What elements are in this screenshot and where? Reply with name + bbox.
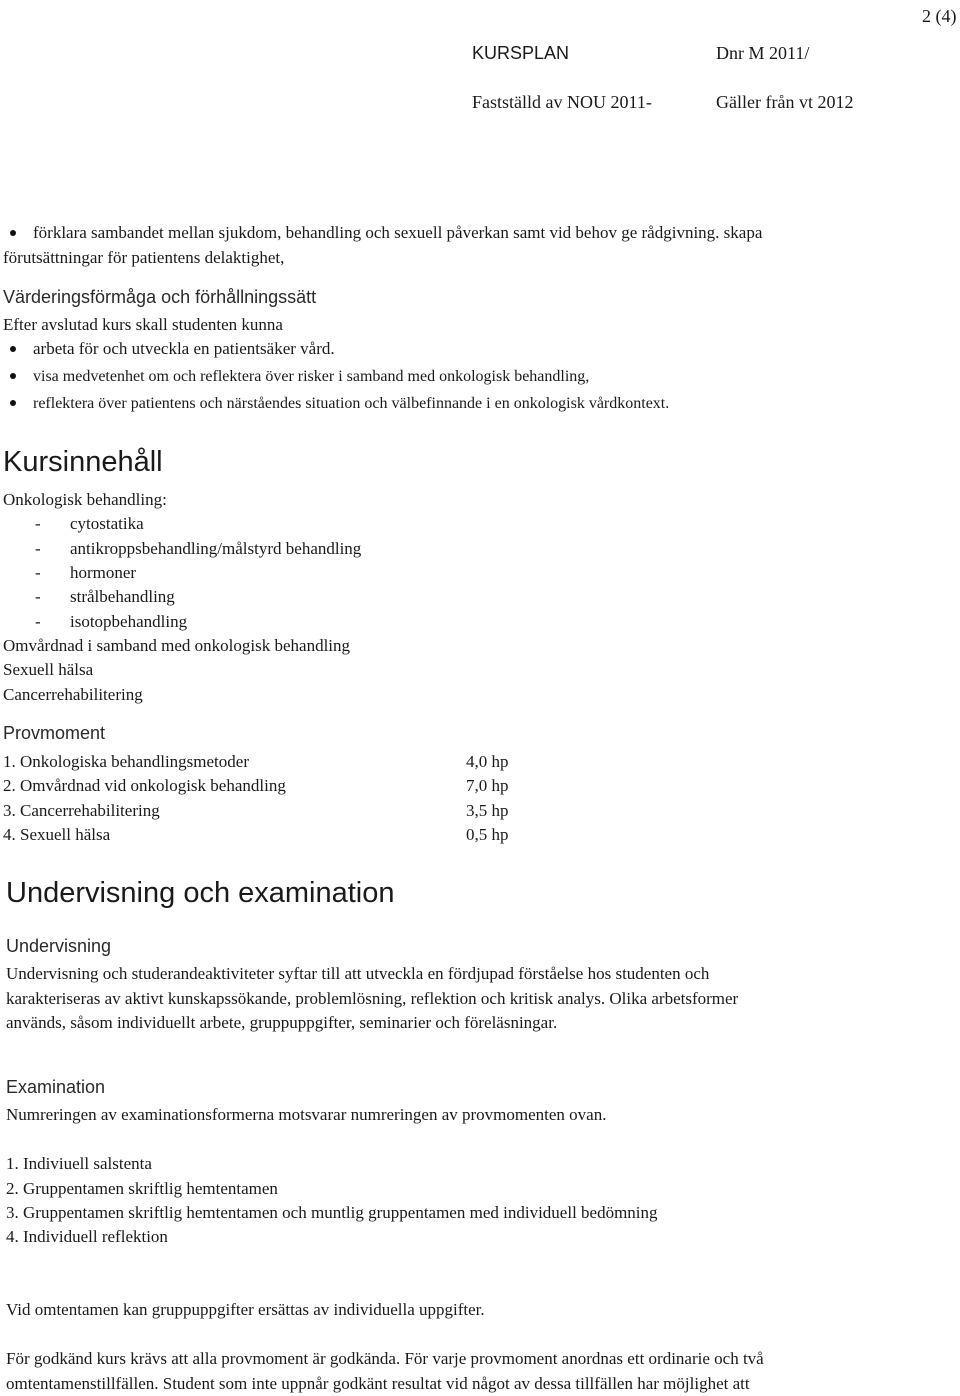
provmoment-name: 2. Omvårdnad vid onkologisk behandling (3, 776, 286, 795)
galler-label: Gäller från vt 2012 (716, 92, 854, 112)
godkand-line: omtentamenstillfällen. Student som inte uppnår godkänt resultat vid något av dessa tillfällen har möjlighet att (6, 1374, 750, 1393)
undervisning-examination-heading: Undervisning och examination (6, 877, 395, 909)
intro-item-line1: förklara sambandet mellan sjukdom, behandling och sexuell påverkan samt vid behov ge rådgivning. skapa (33, 223, 763, 242)
content-item: antikroppsbehandling/målstyrd behandling (70, 539, 362, 558)
dnr-label: Dnr M 2011/ (716, 43, 810, 63)
content-item: cytostatika (70, 514, 144, 533)
kursinnehall-heading: Kursinnehåll (3, 446, 163, 478)
undervisning-line: används, såsom individuellt arbete, gruppuppgifter, seminarier och föreläsningar. (6, 1013, 558, 1032)
bullet-icon (10, 230, 16, 236)
provmoment-name: 1. Onkologiska behandlingsmetoder (3, 752, 249, 771)
provmoment-hp: 4,0 hp (466, 752, 509, 771)
content-item: strålbehandling (70, 587, 175, 606)
varderings-item: reflektera över patientens och närståendes situation och välbefinnande i en onkologisk vårdkontext. (33, 395, 670, 412)
dash-icon: - (35, 514, 41, 533)
varderings-item: visa medvetenhet om och reflektera över risker i samband med onkologisk behandling, (33, 368, 590, 385)
provmoment-hp: 7,0 hp (466, 776, 509, 795)
dash-icon: - (35, 612, 41, 631)
examination-item: 3. Gruppentamen skriftlig hemtentamen och muntlig gruppentamen med individuell bedömning (6, 1203, 658, 1222)
provmoment-hp: 3,5 hp (466, 801, 509, 820)
provmoment-name: 3. Cancerrehabilitering (3, 801, 160, 820)
provmoment-hp: 0,5 hp (466, 825, 509, 844)
bullet-icon (10, 400, 16, 406)
provmoment-name: 4. Sexuell hälsa (3, 825, 111, 844)
bullet-icon (10, 346, 16, 352)
content-item: hormoner (70, 563, 137, 582)
intro-item-line2: förutsättningar för patientens delaktighet, (3, 248, 285, 267)
provmoment-heading: Provmoment (3, 723, 106, 743)
content-line: Cancerrehabilitering (3, 685, 143, 704)
kursplan-label: KURSPLAN (472, 43, 570, 63)
examination-intro: Numreringen av examinationsformerna motsvarar numreringen av provmomenten ovan. (6, 1105, 607, 1124)
faststalld-label: Fastställd av NOU 2011- (472, 92, 652, 112)
examination-item: 2. Gruppentamen skriftlig hemtentamen (6, 1179, 278, 1198)
undervisning-line: karakteriseras av aktivt kunskapssökande, problemlösning, reflektion och kritisk analys. Olika arbetsformer (6, 989, 739, 1008)
varderings-lead: Efter avslutad kurs skall studenten kunna (3, 315, 283, 334)
examination-item: 1. Indiviuell salstenta (6, 1154, 152, 1173)
varderings-heading: Värderingsförmåga och förhållningssätt (3, 287, 317, 307)
undervisning-heading: Undervisning (6, 936, 112, 956)
content-line: Sexuell hälsa (3, 660, 94, 679)
content-line: Omvårdnad i samband med onkologisk behandling (3, 636, 351, 655)
bullet-icon (10, 373, 16, 379)
dash-icon: - (35, 563, 41, 582)
examination-item: 4. Individuell reflektion (6, 1227, 168, 1246)
dash-icon: - (35, 539, 41, 558)
examination-heading: Examination (6, 1077, 106, 1097)
undervisning-line: Undervisning och studerandeaktiviteter syftar till att utveckla en fördjupad förståelse hos studenten och (6, 964, 710, 983)
page-number: 2 (4) (922, 6, 957, 26)
omtentamen-text: Vid omtentamen kan gruppuppgifter ersättas av individuella uppgifter. (6, 1300, 485, 1319)
dash-icon: - (35, 587, 41, 606)
onkologisk-label: Onkologisk behandling: (3, 490, 167, 509)
godkand-line: För godkänd kurs krävs att alla provmoment är godkända. För varje provmoment anordnas ett ordinarie och två (6, 1349, 764, 1368)
varderings-item: arbeta för och utveckla en patientsäker vård. (33, 339, 335, 358)
content-item: isotopbehandling (70, 612, 188, 631)
